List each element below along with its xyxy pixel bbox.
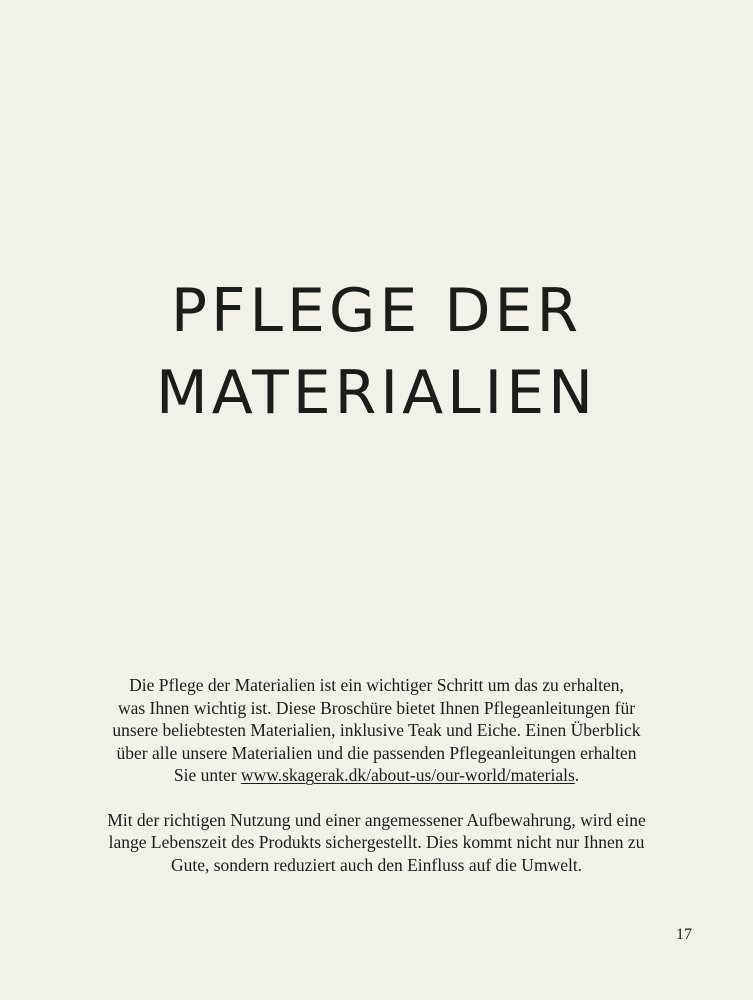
page-title-line-2: MATERIALIEN <box>155 358 598 428</box>
page-number: 17 <box>676 926 692 943</box>
materials-link[interactable]: www.skagerak.dk/about-us/our-world/materials <box>240 765 575 785</box>
intro-line-with-link <box>60 764 693 787</box>
intro-line: über alle unsere Materialien und die passenden Pflegeanleitungen erhalten <box>116 742 637 763</box>
intro-line-prefix: Sie unter <box>173 765 241 785</box>
usage-line: Gute, sondern reduziert auch den Einfluss auf die Umwelt. <box>170 854 583 875</box>
body-text <box>60 674 693 876</box>
intro-line: Die Pflege der Materialien ist ein wichtiger Schritt um das zu erhalten, <box>129 675 624 695</box>
page-title-line-1: PFLEGE DER <box>170 276 583 346</box>
intro-paragraph <box>60 674 693 787</box>
page-title <box>0 270 753 434</box>
usage-line: Mit der richtigen Nutzung und einer angemessener Aufbewahrung, wird eine <box>107 809 646 830</box>
usage-paragraph <box>60 809 693 877</box>
intro-line: unsere beliebtesten Materialien, inklusive Teak und Eiche. Einen Überblick <box>112 720 641 740</box>
intro-line-suffix: . <box>574 765 580 785</box>
intro-line: was Ihnen wichtig ist. Diese Broschüre bietet Ihnen Pflegeanleitungen für <box>117 697 636 718</box>
usage-line: lange Lebenszeit des Produkts sichergestellt. Dies kommt nicht nur Ihnen zu <box>108 832 645 852</box>
